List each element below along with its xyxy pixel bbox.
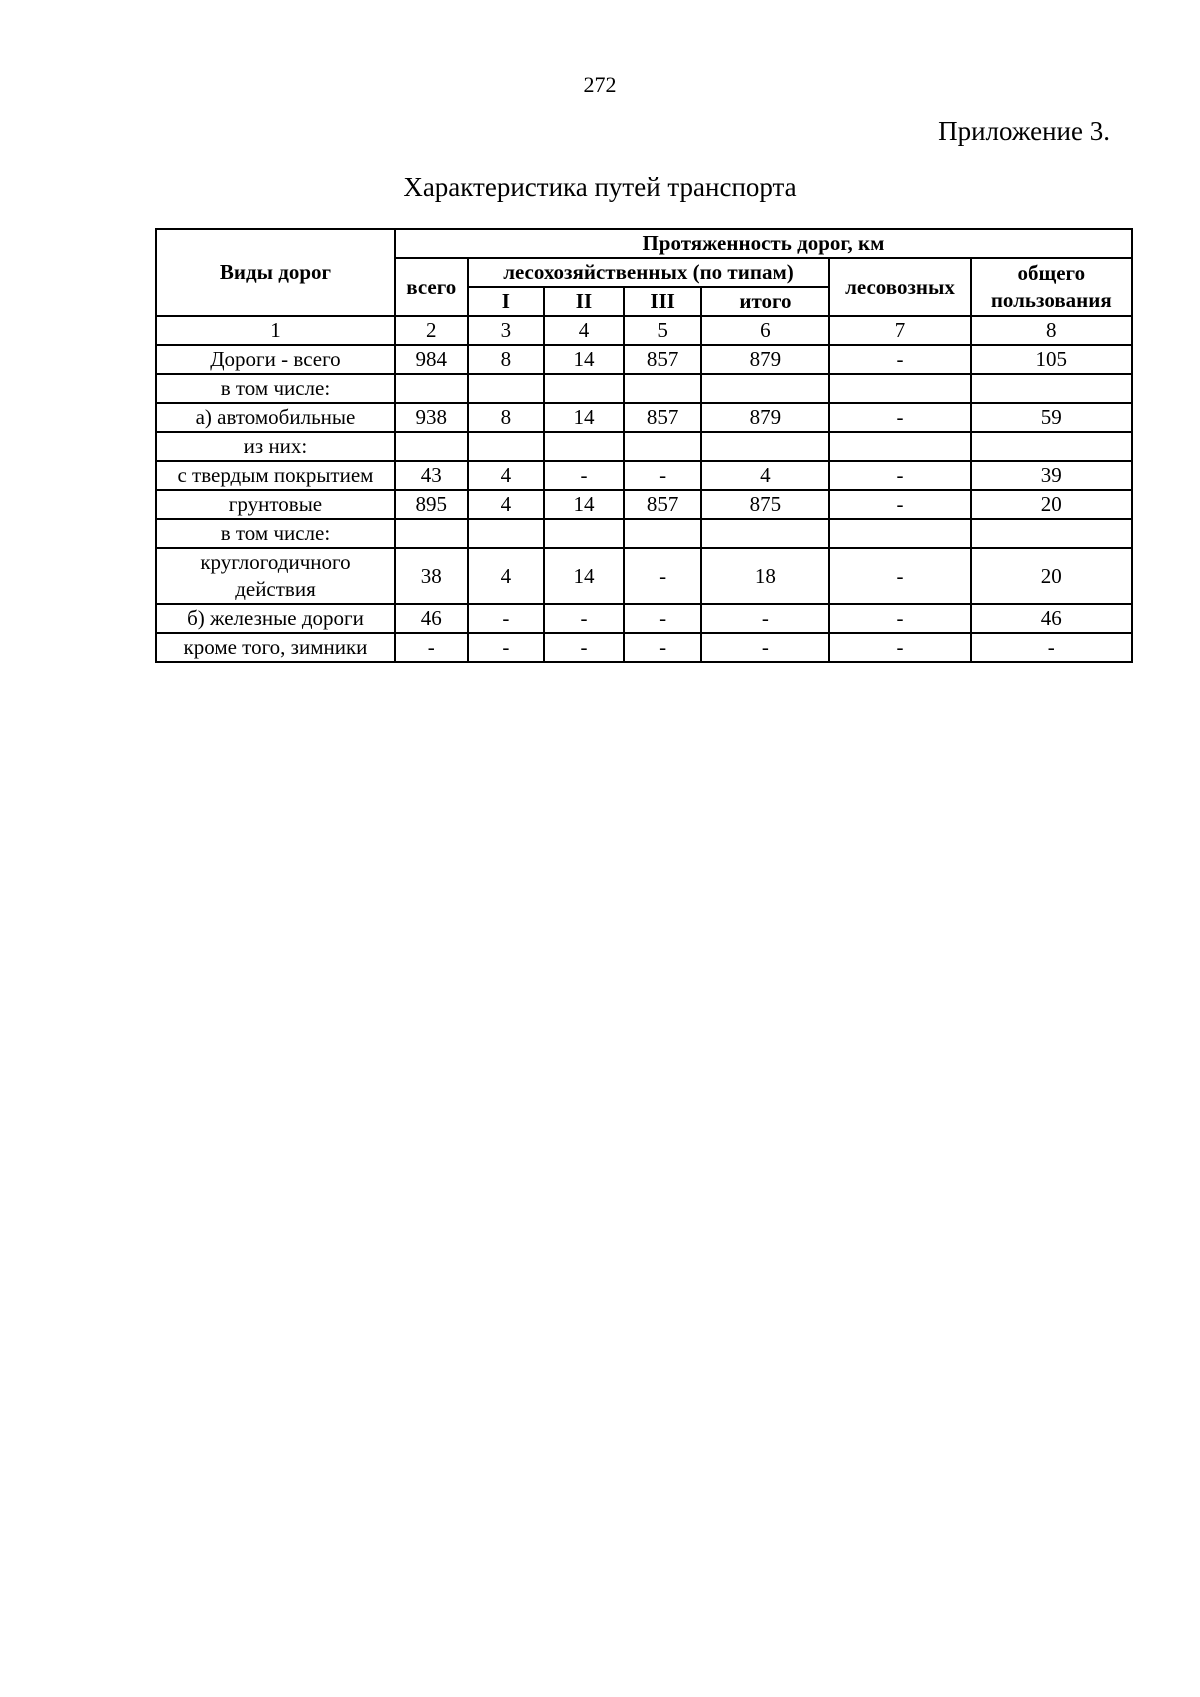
cell-total (395, 519, 468, 548)
cell-logging (829, 374, 970, 403)
cell-logging (829, 432, 970, 461)
cell-type-2: - (544, 461, 624, 490)
header-type-3: III (624, 287, 702, 316)
cell-type-3: - (624, 548, 702, 604)
transport-routes-table (155, 228, 1133, 663)
column-numbers-row (156, 316, 1132, 345)
cell-type-3 (624, 374, 702, 403)
cell-total: 895 (395, 490, 468, 519)
header-length-group: Протяженность дорог, км (395, 229, 1132, 258)
cell-type-1 (468, 374, 545, 403)
column-number: 1 (156, 316, 395, 345)
cell-public: 20 (971, 548, 1132, 604)
cell-forestry-total: 879 (701, 345, 829, 374)
column-number: 3 (468, 316, 545, 345)
table-row (156, 633, 1132, 662)
cell-type-3: - (624, 604, 702, 633)
header-logging: лесовозных (829, 258, 970, 316)
row-label: из них: (156, 432, 395, 461)
row-label: с твердым покрытием (156, 461, 395, 490)
cell-type-1 (468, 519, 545, 548)
table-row (156, 461, 1132, 490)
cell-total: 46 (395, 604, 468, 633)
column-number: 6 (701, 316, 829, 345)
cell-forestry-total: 18 (701, 548, 829, 604)
row-label: в том числе: (156, 374, 395, 403)
cell-forestry-total: - (701, 604, 829, 633)
cell-forestry-total: 875 (701, 490, 829, 519)
cell-total: 38 (395, 548, 468, 604)
cell-public: 46 (971, 604, 1132, 633)
cell-logging: - (829, 461, 970, 490)
cell-type-2: 14 (544, 548, 624, 604)
header-road-types: Виды дорог (156, 229, 395, 316)
cell-type-1: 4 (468, 461, 545, 490)
column-number: 7 (829, 316, 970, 345)
cell-logging: - (829, 490, 970, 519)
cell-type-1 (468, 432, 545, 461)
cell-total (395, 432, 468, 461)
row-label: круглогодичного действия (156, 548, 395, 604)
table-row (156, 519, 1132, 548)
cell-total: 938 (395, 403, 468, 432)
cell-type-3: 857 (624, 345, 702, 374)
cell-forestry-total (701, 519, 829, 548)
cell-type-2 (544, 432, 624, 461)
cell-forestry-total (701, 432, 829, 461)
cell-type-2: - (544, 604, 624, 633)
row-label: б) железные дороги (156, 604, 395, 633)
page-number: 272 (583, 72, 617, 97)
cell-type-1: - (468, 604, 545, 633)
table-row (156, 548, 1132, 604)
cell-forestry-total (701, 374, 829, 403)
cell-forestry-total: 879 (701, 403, 829, 432)
cell-public (971, 519, 1132, 548)
row-label: грунтовые (156, 490, 395, 519)
appendix-label: Приложение 3. (938, 116, 1110, 146)
cell-forestry-total: 4 (701, 461, 829, 490)
header-public: общего пользования (971, 258, 1132, 316)
header-type-2: II (544, 287, 624, 316)
cell-public: - (971, 633, 1132, 662)
cell-type-3: - (624, 461, 702, 490)
cell-forestry-total: - (701, 633, 829, 662)
header-total: всего (395, 258, 468, 316)
cell-type-2 (544, 374, 624, 403)
cell-type-3: 857 (624, 403, 702, 432)
header-forestry-total: итого (701, 287, 829, 316)
column-number: 2 (395, 316, 468, 345)
cell-public: 20 (971, 490, 1132, 519)
cell-total: 43 (395, 461, 468, 490)
table-row (156, 345, 1132, 374)
cell-public (971, 374, 1132, 403)
column-number: 5 (624, 316, 702, 345)
cell-type-2 (544, 519, 624, 548)
table-row (156, 432, 1132, 461)
table-row (156, 374, 1132, 403)
row-label: Дороги - всего (156, 345, 395, 374)
row-label: в том числе: (156, 519, 395, 548)
cell-type-2: 14 (544, 345, 624, 374)
cell-total: - (395, 633, 468, 662)
cell-public (971, 432, 1132, 461)
cell-type-1: 4 (468, 548, 545, 604)
table-row (156, 490, 1132, 519)
cell-type-3 (624, 432, 702, 461)
cell-type-1: 8 (468, 345, 545, 374)
cell-logging (829, 519, 970, 548)
table-row (156, 403, 1132, 432)
header-type-1: I (468, 287, 545, 316)
cell-logging: - (829, 633, 970, 662)
cell-type-3: 857 (624, 490, 702, 519)
cell-total: 984 (395, 345, 468, 374)
cell-type-3 (624, 519, 702, 548)
cell-logging: - (829, 548, 970, 604)
cell-type-1: 4 (468, 490, 545, 519)
column-number: 8 (971, 316, 1132, 345)
header-forestry-group: лесохозяйственных (по типам) (468, 258, 830, 287)
column-number: 4 (544, 316, 624, 345)
cell-logging: - (829, 345, 970, 374)
cell-total (395, 374, 468, 403)
document-title: Характеристика путей транспорта (403, 172, 797, 202)
cell-type-3: - (624, 633, 702, 662)
row-label: кроме того, зимники (156, 633, 395, 662)
cell-type-1: 8 (468, 403, 545, 432)
cell-public: 59 (971, 403, 1132, 432)
cell-type-2: 14 (544, 490, 624, 519)
cell-type-1: - (468, 633, 545, 662)
cell-logging: - (829, 604, 970, 633)
cell-logging: - (829, 403, 970, 432)
row-label: а) автомобильные (156, 403, 395, 432)
cell-type-2: 14 (544, 403, 624, 432)
cell-public: 39 (971, 461, 1132, 490)
table-row (156, 604, 1132, 633)
cell-type-2: - (544, 633, 624, 662)
cell-public: 105 (971, 345, 1132, 374)
